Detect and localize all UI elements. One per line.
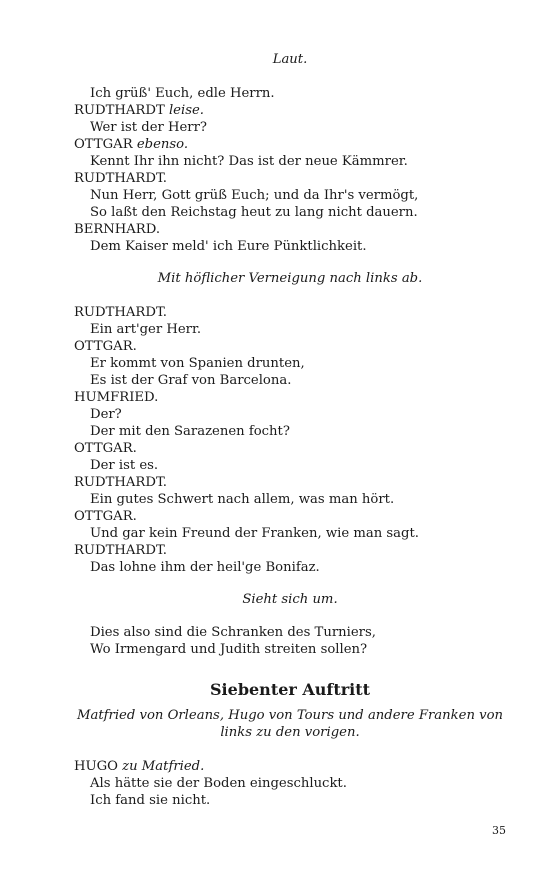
verse-line: Er kommt von Spanien drunten,: [90, 356, 305, 371]
verse-line: Ein gutes Schwert nach allem, was man hört.: [90, 492, 395, 507]
verse-line: So laßt den Reichstag heut zu lang nicht dauern.: [90, 205, 418, 220]
speaker-line: [74, 170, 167, 187]
speaker-line: [74, 440, 137, 457]
speaker-name: RUDTHARDT.: [74, 305, 167, 320]
speaker-line: [74, 508, 137, 525]
speaker-name: RUDTHARDT.: [74, 543, 167, 558]
speaker-name: RUDTHARDT: [74, 103, 165, 118]
speaker-name: OTTGAR.: [74, 339, 137, 354]
page-number: 35: [492, 824, 506, 837]
speaker-name: HUMFRIED.: [74, 390, 159, 405]
verse-line: Wer ist der Herr?: [90, 120, 207, 135]
speaker-direction: zu Matfried.: [122, 759, 205, 774]
verse-line: Ein art'ger Herr.: [90, 322, 202, 337]
stage-direction: Matfried von Orleans, Hugo von Tours und andere Franken von links zu den vorigen.: [76, 708, 504, 740]
verse-line: Nun Herr, Gott grüß Euch; und da Ihr's vermögt,: [90, 188, 419, 203]
verse-line: Es ist der Graf von Barcelona.: [90, 373, 292, 388]
speaker-direction: ebenso.: [136, 137, 189, 152]
speaker-line: [74, 474, 167, 491]
verse-line: Dies also sind die Schranken des Turniers,: [90, 625, 376, 640]
verse-line: Ich fand sie nicht.: [90, 793, 211, 808]
speaker-name: OTTGAR.: [74, 509, 137, 524]
stage-direction: Mit höflicher Verneigung nach links ab.: [157, 271, 423, 286]
scene-heading: Siebenter Auftritt: [210, 680, 370, 699]
verse-line: Als hätte sie der Boden eingeschluckt.: [90, 776, 347, 791]
verse-line: Der ist es.: [90, 458, 159, 473]
speaker-name: RUDTHARDT.: [74, 475, 167, 490]
verse-line: Und gar kein Freund der Franken, wie man sagt.: [90, 526, 419, 541]
verse-line: Kennt Ihr ihn nicht? Das ist der neue Kämmrer.: [90, 154, 408, 169]
speaker-line: [74, 389, 158, 406]
speaker-name: OTTGAR.: [74, 441, 137, 456]
speaker-line: [74, 136, 188, 153]
verse-line: Ich grüß' Euch, edle Herrn.: [90, 86, 275, 101]
speaker-name: BERNHARD.: [74, 222, 161, 237]
speaker-direction: leise.: [168, 103, 204, 118]
verse-line: Der mit den Sarazenen focht?: [90, 424, 290, 439]
verse-line: Das lohne ihm der heil'ge Bonifaz.: [90, 560, 320, 575]
speaker-line: [74, 102, 204, 119]
speaker-name: RUDTHARDT.: [74, 171, 167, 186]
speaker-line: [74, 221, 160, 238]
speaker-line: [74, 758, 204, 775]
speaker-line: [74, 542, 167, 559]
speaker-line: [74, 304, 167, 321]
stage-direction: Sieht sich um.: [242, 592, 338, 607]
speaker-line: [74, 338, 137, 355]
verse-line: Wo Irmengard und Judith streiten sollen?: [90, 642, 368, 657]
speaker-name: HUGO: [74, 759, 118, 774]
speaker-name: OTTGAR: [74, 137, 133, 152]
stage-direction: Laut.: [272, 52, 308, 67]
verse-line: Der?: [90, 407, 122, 422]
verse-line: Dem Kaiser meld' ich Eure Pünktlichkeit.: [90, 239, 367, 254]
